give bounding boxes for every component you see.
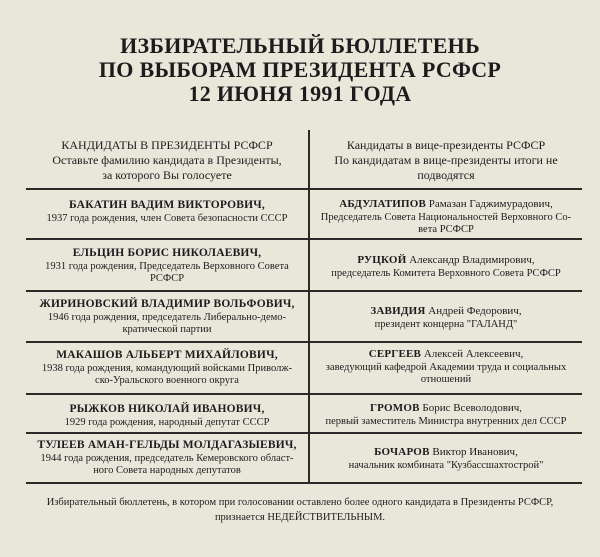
vice-candidate-5 [310,402,582,428]
president-desc-3a: 1946 года рождения, председатель Либерально-демо- [47,312,287,323]
president-column-header [26,130,308,188]
vice-column-header [310,130,582,188]
president-desc-1a: 1937 года рождения, член Совета безопасности СССР [46,213,288,224]
header-divider [26,188,582,190]
president-desc-2a: 1931 года рождения, Председатель Верховного Совета [45,261,289,272]
president-name-6: ТУЛЕЕВ АМАН-ГЕЛЬДЫ МОЛДАГАЗЫЕВИЧ, [37,439,297,451]
vice-given-5: Борис Всеволодович, [419,402,523,414]
president-desc-4a: 1938 года рождения, командующий войсками Приволж- [41,363,293,374]
president-candidate-2[interactable] [26,246,308,285]
vice-surname-2: РУЦКОЙ [357,254,407,266]
footer-line-1: Избирательный бюллетень, в котором при голосовании оставлено более одного кандидата в Президенты РСФСР, [46,497,554,508]
vice-desc-4b: отношений [420,374,472,385]
title-line-2: ПО ВЫБОРАМ ПРЕЗИДЕНТА РСФСР [98,57,502,82]
president-name-3: ЖИРИНОВСКИЙ ВЛАДИМИР ВОЛЬФОВИЧ, [39,298,295,310]
row-divider [26,341,582,343]
vice-desc-1a: Председатель Совета Национальностей Верховного Со- [320,212,572,223]
vice-surname-5: ГРОМОВ [369,402,420,414]
president-header-instruction-cont: за которого Вы голосуете [102,168,232,182]
president-desc-2b: РСФСР [149,273,185,284]
president-name-5: РЫЖКОВ НИКОЛАЙ ИВАНОВИЧ, [69,403,265,415]
row-divider [26,290,582,292]
president-desc-5a: 1929 года рождения, народный депутат СССР [64,417,270,428]
president-desc-4b: ско-Уральского военного округа [95,375,239,386]
president-candidate-4[interactable] [26,348,308,387]
president-desc-6a: 1944 года рождения, председатель Кемеровского област- [40,453,294,464]
vice-header-note: По кандидатам в вице-президенты итоги не [334,153,558,167]
vice-surname-6: БОЧАРОВ [374,446,430,458]
president-candidate-6[interactable] [26,438,308,477]
vice-candidate-6 [310,446,582,472]
president-name-4: МАКАШОВ АЛЬБЕРТ МИХАЙЛОВИЧ, [56,349,278,361]
president-candidate-1[interactable] [26,198,308,225]
vice-desc-2a: председатель Комитета Верховного Совета РСФСР [331,268,561,279]
ballot-title [0,34,600,106]
vice-name-5 [370,402,522,415]
president-name-1: БАКАТИН ВАДИМ ВИКТОРОВИЧ, [69,199,265,211]
candidates-table [26,130,582,484]
president-candidate-3[interactable] [26,297,308,336]
vice-candidate-4 [310,348,582,386]
president-name-2: ЕЛЬЦИН БОРИС НИКОЛАЕВИЧ, [72,247,262,259]
vice-surname-3: ЗАВИДИЯ [370,305,426,317]
vice-desc-1b: вета РСФСР [418,224,474,235]
vice-candidate-2 [310,254,582,280]
vice-name-6 [374,446,518,459]
row-divider [26,393,582,395]
president-desc-3b: кратической партии [122,324,212,335]
vice-header-title: Кандидаты в вице-президенты РСФСР [346,138,546,152]
president-header-title: КАНДИДАТЫ В ПРЕЗИДЕНТЫ РСФСР [61,138,273,152]
vice-desc-6a: начальник комбината "Кузбассшахтострой" [348,460,544,471]
vice-name-1 [339,198,553,211]
vice-header-note-cont: подводятся [417,168,475,182]
vice-given-1: Рамазан Гаджимурадович, [426,198,553,210]
vice-desc-5a: первый заместитель Министра внутренних дел СССР [325,416,567,427]
vice-name-4 [369,348,524,361]
president-desc-6b: ного Совета народных депутатов [93,465,241,476]
vice-surname-4: СЕРГЕЕВ [368,348,422,360]
row-divider [26,432,582,434]
vice-surname-1: АБДУЛАТИПОВ [339,198,427,210]
row-divider [26,238,582,240]
ballot-footer-note [20,495,580,525]
footer-line-2: признается НЕДЕЙСТВИТЕЛЬНЫМ. [214,512,386,523]
vice-candidate-1 [310,198,582,236]
vice-name-2 [357,254,534,267]
vice-given-4: Алексей Алексеевич, [421,348,524,360]
title-line-3: 12 ИЮНЯ 1991 ГОДА [188,81,412,106]
vice-desc-3a: президент концерна "ГАЛАНД" [374,319,518,330]
title-line-1: ИЗБИРАТЕЛЬНЫЙ БЮЛЛЕТЕНЬ [120,33,480,58]
vice-given-3: Андрей Федорович, [425,305,522,317]
president-candidate-5[interactable] [26,402,308,429]
vice-desc-4a: заведующий кафедрой Академии труда и социальных [325,362,567,373]
vice-given-6: Виктор Иванович, [429,446,518,458]
vice-given-2: Александр Владимирович, [406,254,535,266]
president-header-instruction: Оставьте фамилию кандидата в Президенты, [52,153,282,167]
vice-name-3 [370,305,521,318]
vice-candidate-3 [310,305,582,331]
